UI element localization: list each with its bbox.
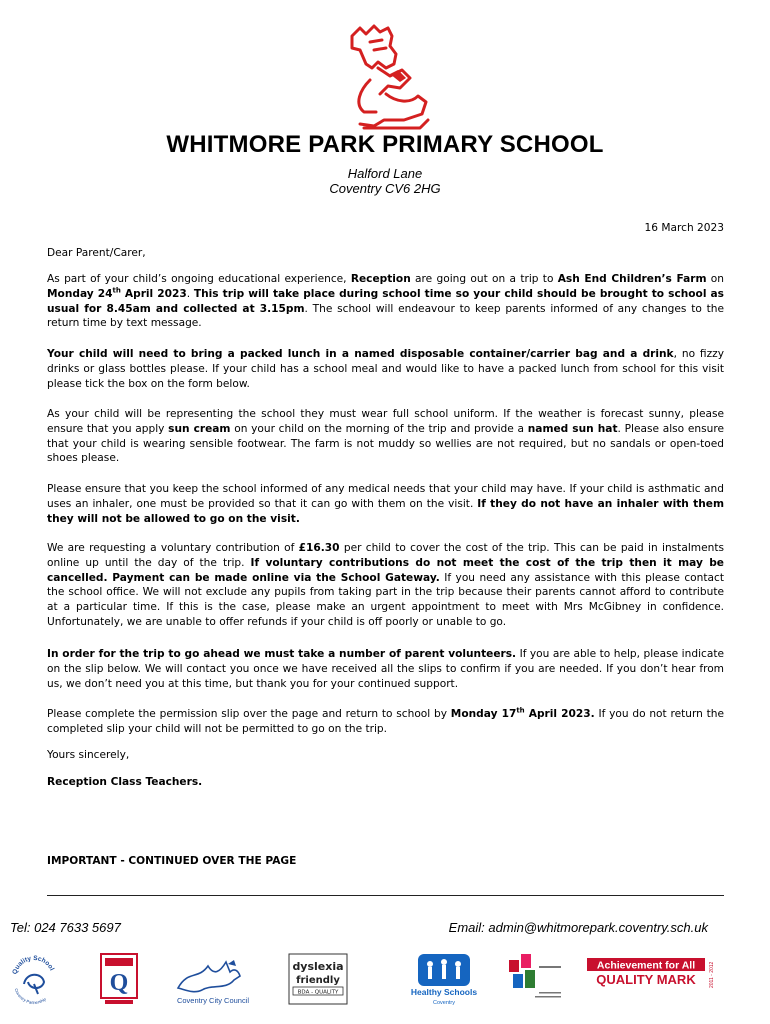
healthy-schools-text: Healthy Schools bbox=[410, 987, 478, 997]
svg-text:Quality School bbox=[11, 955, 55, 975]
important-notice: IMPORTANT - CONTINUED OVER THE PAGE bbox=[47, 855, 297, 867]
paragraph-permission-slip: Please complete the permission slip over the page and return to school by Monday 17th April 2023. If you do not return the completed slip your child will not be permitted to go on the trip. bbox=[47, 706, 725, 735]
healthy-schools-sub-text: Coventry bbox=[432, 1000, 456, 1006]
paragraph-contribution: We are requesting a voluntary contribution of £16.30 per child to cover the cost of the trip. This can be paid in instalments online up until the day of the trip. If voluntary contributions do not meet the cost of the trip then it may be cancelled. Payment can be made online via the School Gateway. If you need any assistance with this please contact the school office. We will not exclude any pupils from taking part in the trip because their parents cannot afford to contribute at a particular time. If this is the case, please make an urgent appointment to meet with Mrs McGibney in confidence. Unfortunately, we are unable to offer refunds if your child is off poorly or unable to go. bbox=[47, 542, 724, 628]
q-mark-logo-icon bbox=[95, 950, 143, 1008]
svg-text:Coventry Partnership bbox=[14, 988, 48, 1005]
quality-school-arc-text: Quality School bbox=[11, 954, 56, 976]
quality-school-sub-text: Coventry Partnership bbox=[13, 987, 47, 1006]
achievement-bottom-text: QUALITY MARK bbox=[596, 972, 696, 987]
achievement-years-text: 2011 - 2012 bbox=[709, 961, 715, 988]
achievement-for-all-logo-icon bbox=[585, 950, 717, 1008]
address-line-2: Coventry CV6 2HG bbox=[329, 181, 441, 196]
coventry-council-text: Coventry City Council bbox=[176, 996, 250, 1005]
dyslexia-bda-text: BDA - QUALITY bbox=[297, 989, 339, 996]
coventry-council-logo-icon bbox=[168, 950, 258, 1008]
greeting: Dear Parent/Carer, bbox=[47, 247, 146, 259]
letter-date: 16 March 2023 bbox=[644, 222, 724, 234]
paragraph-packed-lunch: Your child will need to bring a packed lunch in a named disposable container/carrier bag and a drink, no fizzy drinks or glass bottles please. If your child has a school meal and would like to have a packed lunch from school for this visit please tick the box on the form below. bbox=[47, 348, 724, 390]
school-crest-icon bbox=[330, 20, 440, 138]
quality-school-logo-icon bbox=[8, 950, 60, 1008]
svg-text:Q: Q bbox=[109, 970, 129, 996]
achievement-top-text: Achievement for All bbox=[596, 959, 696, 972]
dyslexia-friendly-logo-icon bbox=[287, 950, 349, 1008]
paragraph-volunteers: In order for the trip to go ahead we must take a number of parent volunteers. If you are able to help, please indicate on the slip below. We will contact you once we have received all the slips to confirm if you are needed. If you don’t hear from us, we don’t need you at this time, but thank you for your continued support. bbox=[47, 648, 724, 690]
closing: Yours sincerely, bbox=[47, 749, 130, 761]
dyslexia-word-text: dyslexia bbox=[292, 960, 344, 973]
paragraph-medical: Please ensure that you keep the school informed of any medical needs that your child may have. If your child is asthmatic and uses an inhaler, one must be provided so that it can go with them on the visit. If they do not have an inhaler with them they will not be allowed to go on the visit. bbox=[47, 483, 724, 525]
address-line-1: Halford Lane bbox=[347, 166, 423, 181]
footer-email: Email: admin@whitmorepark.coventry.sch.uk bbox=[448, 920, 708, 935]
paragraph-uniform: As your child will be representing the school they must wear full school uniform. If the weather is forecast sunny, please ensure that you apply sun cream on your child on the morning of the trip and provide a named sun hat. Please also ensure that your child is wearing sensible footwear. The farm is not muddy so wellies are not required, but no sandals or open-toed shoes please. bbox=[47, 408, 724, 465]
dyslexia-friendly-text: friendly bbox=[296, 975, 340, 986]
footer-telephone: Tel: 024 7633 5697 bbox=[10, 920, 121, 935]
olympic-education-logo-icon bbox=[505, 950, 565, 1008]
paragraph-trip-details: As part of your child’s ongoing educational experience, Reception are going out on a trip to Ash End Children’s Farm on Monday 24th April 2023. This trip will take place during school time so your child should be brought to school as usual for 8.45am and collected at 3.15pm. The school will endeavour to keep parents informed of any changes to the return time by text message. bbox=[47, 273, 724, 330]
signature: Reception Class Teachers. bbox=[47, 776, 203, 788]
school-name: WHITMORE PARK PRIMARY SCHOOL bbox=[166, 131, 604, 158]
healthy-schools-logo-icon bbox=[408, 950, 480, 1008]
divider bbox=[47, 895, 724, 896]
